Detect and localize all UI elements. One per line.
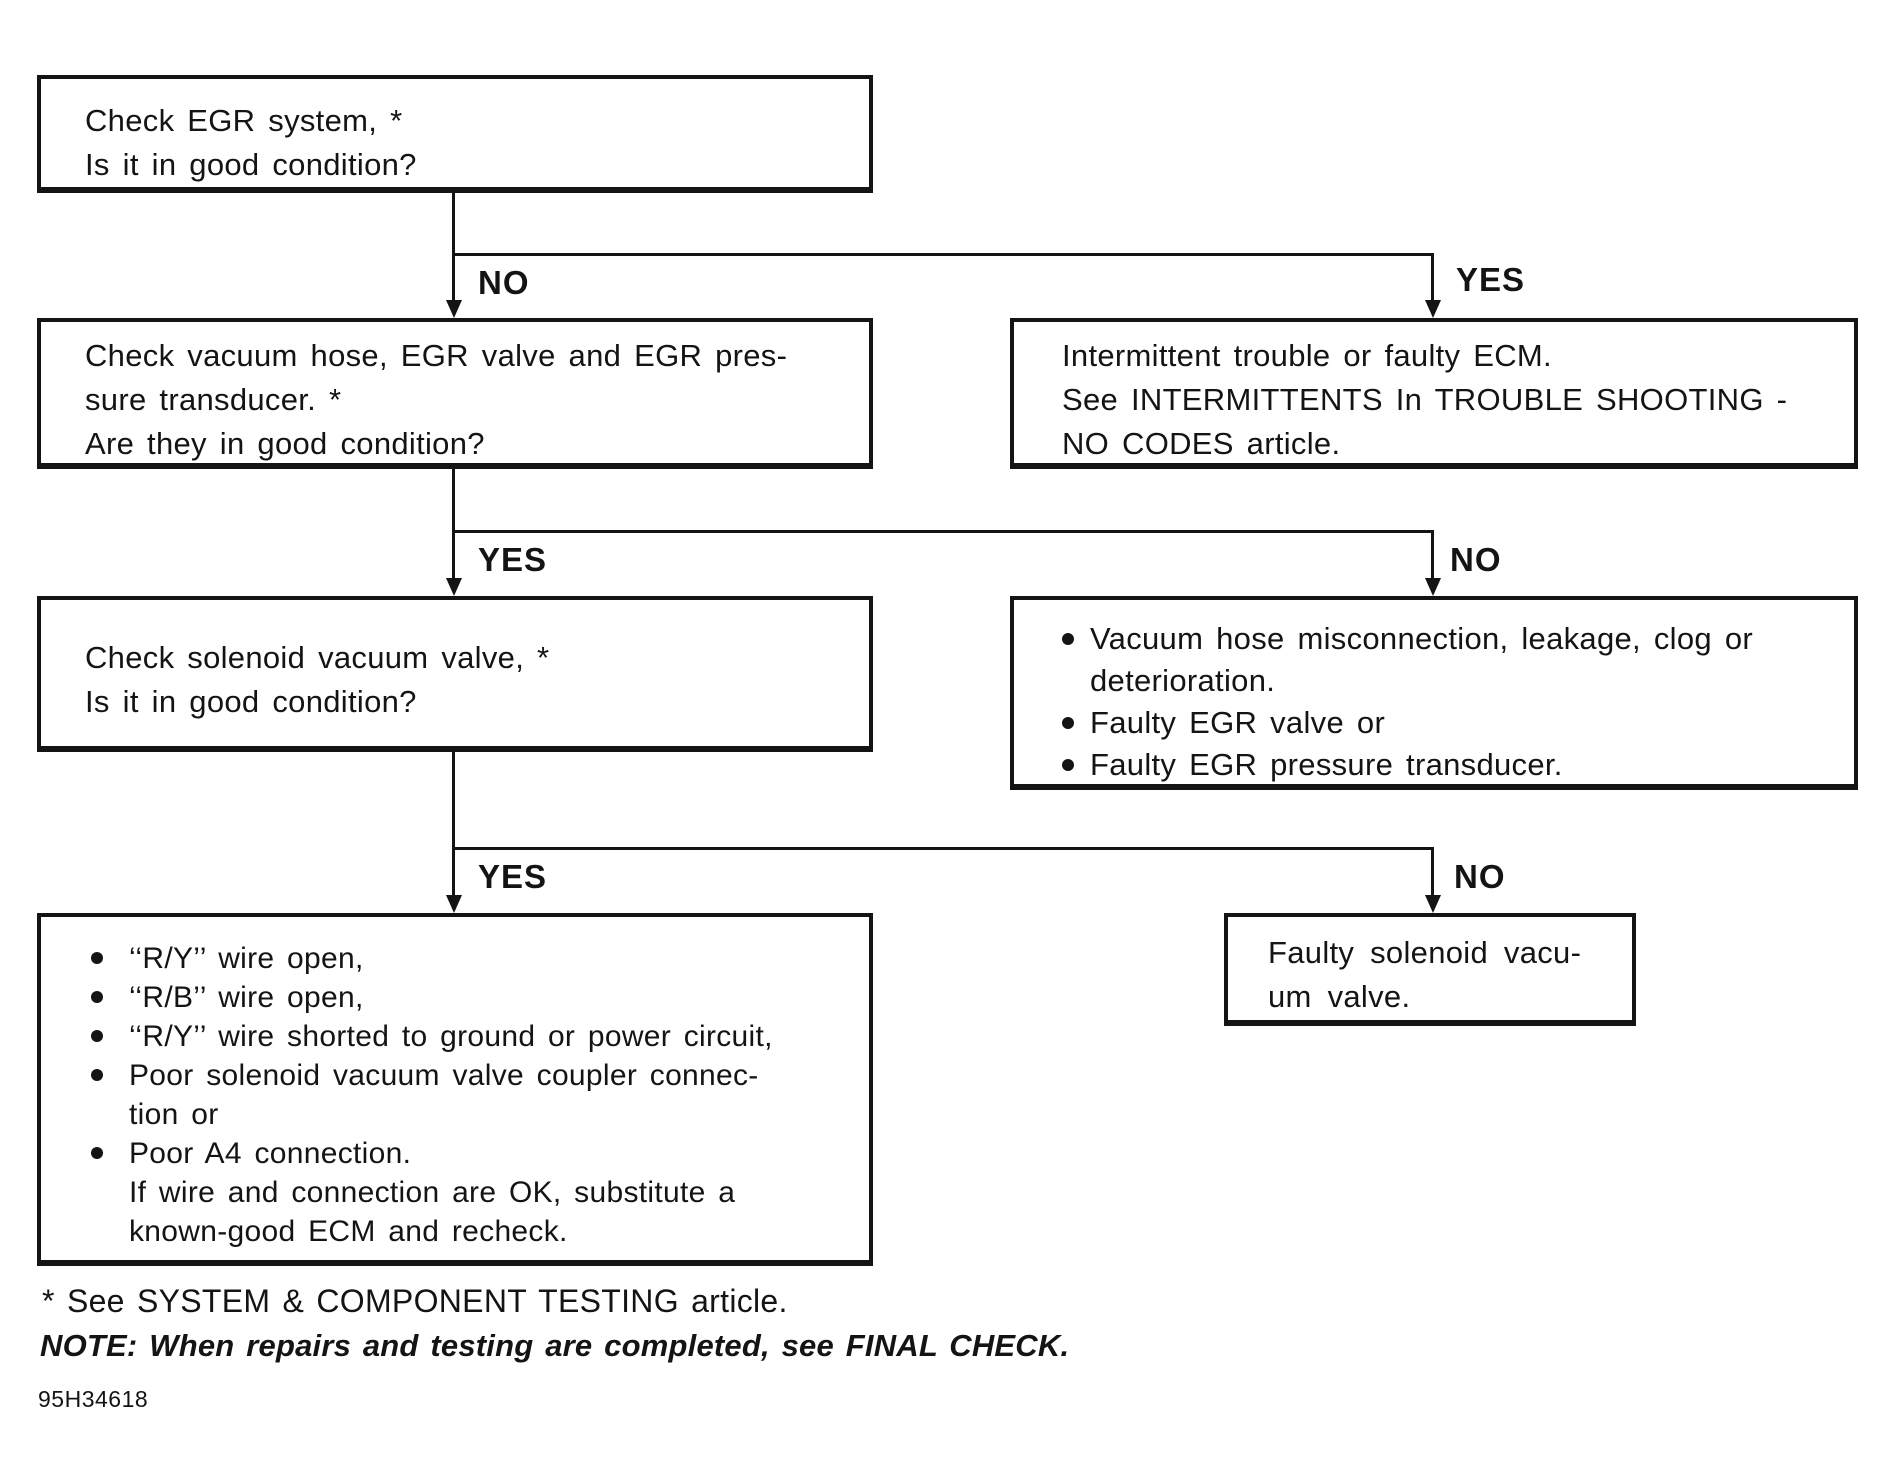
branch-label-yes: YES [478, 858, 548, 895]
connector-line [1431, 253, 1434, 300]
bullet-dot-icon [91, 1069, 103, 1081]
bullet-item [91, 939, 859, 978]
bullet-dot-icon [1062, 759, 1074, 771]
box-text-line: Vacuum hose misconnection, leakage, clog or [1090, 621, 1754, 656]
footnote-asterisk: * See SYSTEM & COMPONENT TESTING article. [42, 1283, 788, 1319]
connector-line [1431, 530, 1434, 578]
footnote-note: NOTE: When repairs and testing are completed, see FINAL CHECK. [40, 1328, 1070, 1363]
bullet-item [91, 978, 859, 1017]
arrow-down-icon [446, 895, 462, 913]
box-text-line: Faulty EGR pressure transducer. [1090, 747, 1563, 782]
box-text-line: um valve. [1268, 979, 1411, 1014]
box-text-line: Poor A4 connection. [129, 1137, 412, 1170]
connector-line [452, 253, 455, 300]
bullet-dot-icon [91, 991, 103, 1003]
connector-line [452, 530, 1434, 533]
arrow-down-icon [446, 300, 462, 318]
branch-label-yes: YES [1456, 261, 1526, 298]
box-text-line: If wire and connection are OK, substitute a [129, 1176, 736, 1209]
flow-box-wire-faults [37, 913, 873, 1266]
bullet-dot-icon [1062, 633, 1074, 645]
connector-line [452, 847, 1434, 850]
connector-line [452, 530, 455, 578]
branch-label-yes: YES [478, 541, 548, 578]
connector-line [452, 193, 455, 253]
box-text-line: Poor solenoid vacuum valve coupler connec- [129, 1059, 759, 1092]
box-text-line: deterioration. [1090, 663, 1276, 698]
box-text-line: known-good ECM and recheck. [129, 1215, 568, 1248]
box-text-line: Intermittent trouble or faulty ECM. [1062, 338, 1552, 373]
box-text-line: ‘‘R/B’’ wire open, [129, 981, 364, 1014]
box-text-line: ‘‘R/Y’’ wire shorted to ground or power circuit, [129, 1020, 773, 1053]
box-text-line: Check vacuum hose, EGR valve and EGR pres- [85, 338, 788, 373]
box-text-line: See INTERMITTENTS In TROUBLE SHOOTING - [1062, 382, 1788, 417]
box-text-line: Faulty solenoid vacu- [1268, 935, 1582, 970]
box-text-line: tion or [129, 1098, 219, 1131]
box-text-line: Check solenoid vacuum valve, * [85, 640, 550, 675]
arrow-down-icon [1425, 578, 1441, 596]
connector-line [452, 847, 455, 895]
arrow-down-icon [1425, 895, 1441, 913]
document-id: 95H34618 [38, 1386, 149, 1412]
connector-line [452, 253, 1434, 256]
box-text-line: Check EGR system, * [85, 103, 403, 138]
bullet-dot-icon [1062, 717, 1074, 729]
box-text-line: Are they in good condition? [85, 426, 485, 461]
branch-label-no: NO [1454, 858, 1506, 895]
flow-box-check-egr-system [37, 75, 873, 193]
connector-line [1431, 847, 1434, 895]
box-text-line: ‘‘R/Y’’ wire open, [129, 942, 364, 975]
flow-box-hose-faults [1010, 596, 1858, 790]
bullet-item [91, 1017, 859, 1056]
flow-box-intermittent-trouble [1010, 318, 1858, 469]
flow-box-check-solenoid-valve [37, 596, 873, 752]
bullet-item [91, 1056, 859, 1134]
bullet-dot-icon [91, 952, 103, 964]
flow-box-faulty-solenoid-valve [1224, 913, 1636, 1026]
bullet-item [1062, 618, 1844, 702]
arrow-down-icon [1425, 300, 1441, 318]
connector-line [452, 752, 455, 847]
branch-label-no: NO [478, 264, 530, 301]
connector-line [452, 469, 455, 530]
box-text-line: Faulty EGR valve or [1090, 705, 1386, 740]
box-text-line: NO CODES article. [1062, 426, 1341, 461]
branch-label-no: NO [1450, 541, 1502, 578]
bullet-dot-icon [91, 1147, 103, 1159]
bullet-item [1062, 702, 1844, 744]
flow-box-check-vacuum-hose [37, 318, 873, 469]
bullet-item [91, 1134, 859, 1251]
box-text-line: sure transducer. * [85, 382, 342, 417]
bullet-item [1062, 744, 1844, 786]
arrow-down-icon [446, 578, 462, 596]
bullet-dot-icon [91, 1030, 103, 1042]
box-text-line: Is it in good condition? [85, 147, 417, 182]
box-text-line: Is it in good condition? [85, 684, 417, 719]
